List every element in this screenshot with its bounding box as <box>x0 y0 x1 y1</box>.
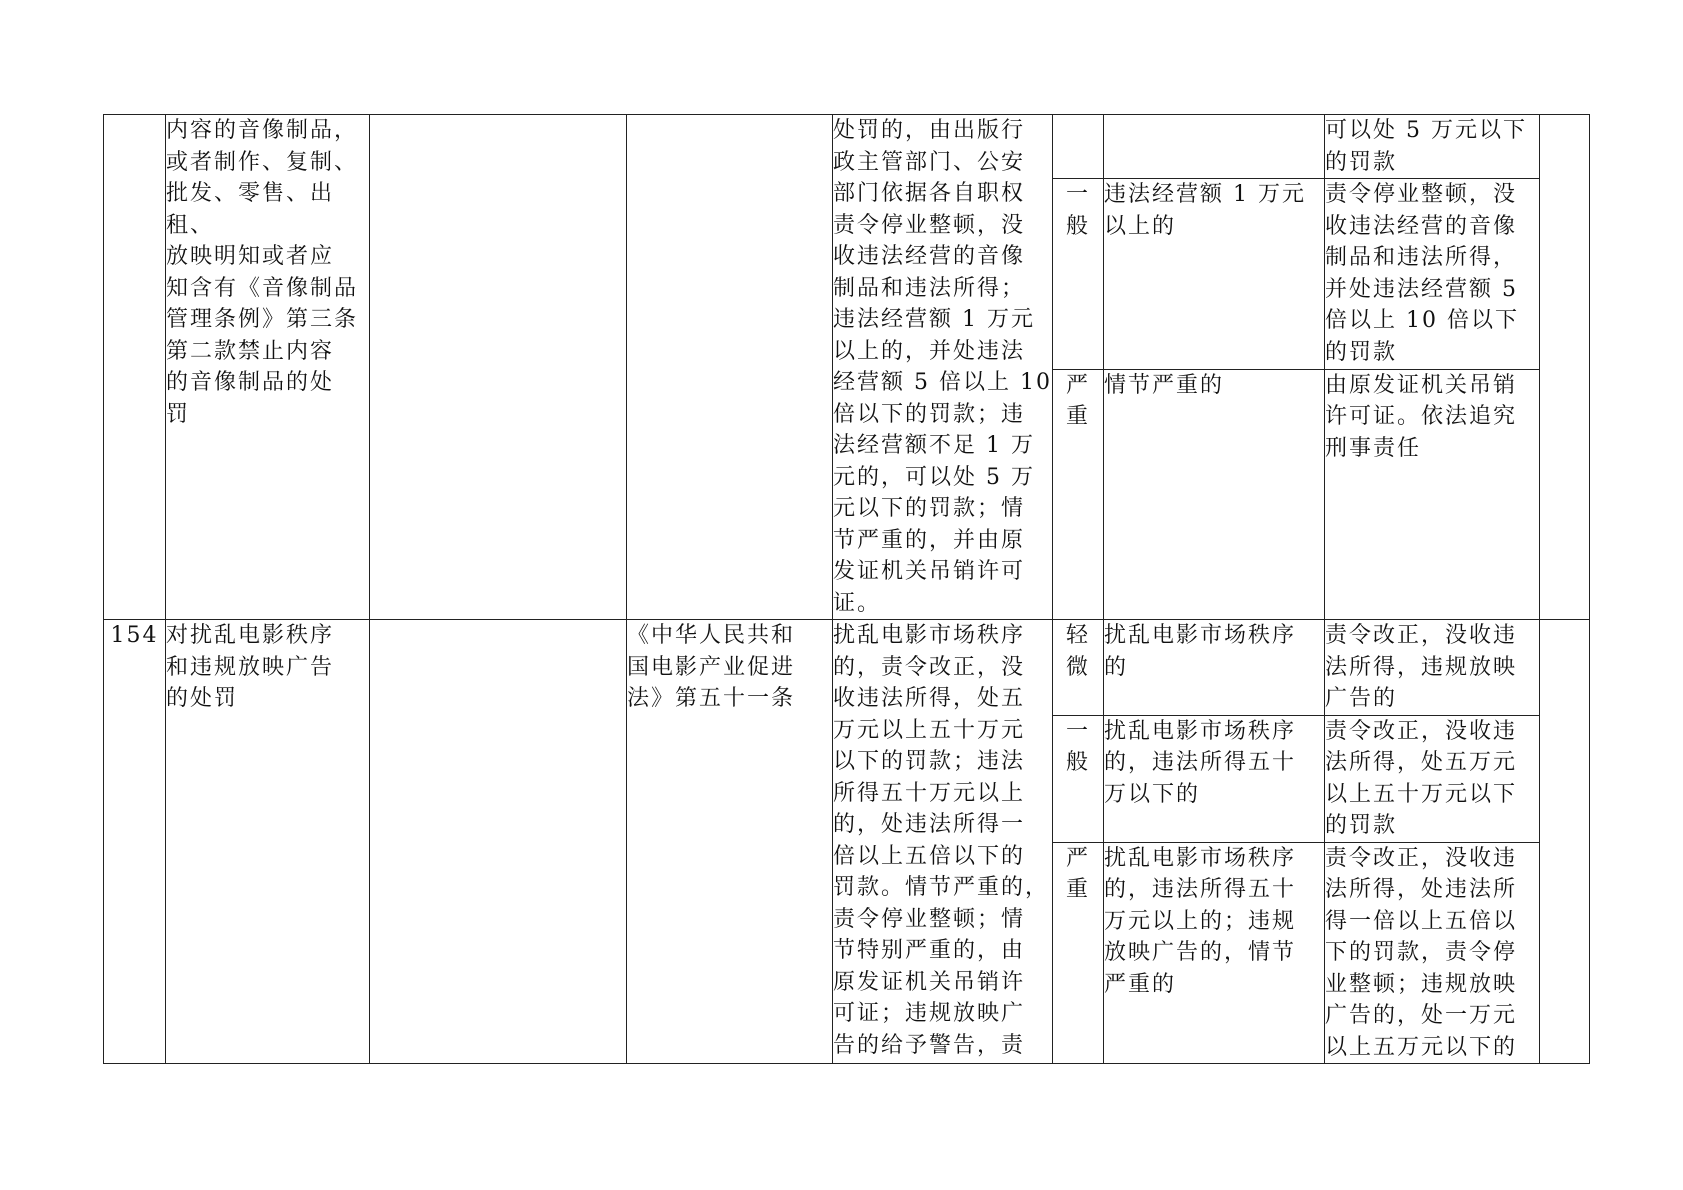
remarks-cell <box>1540 115 1590 620</box>
penalty-name-cell: 对扰乱电影秩序 和违规放映广告 的处罚 <box>166 620 370 1064</box>
penalty-name-cell: 内容的音像制品， 或者制作、复制、 批发、零售、出租、 放映明知或者应 知含有《音像制品 管理条例》第三条 第二款禁止内容 的音像制品的处 罚 <box>166 115 370 620</box>
item-number-cell: 154 <box>104 620 166 1064</box>
circumstance-cell: 扰乱电影市场秩序 的，违法所得五十 万以下的 <box>1104 715 1325 842</box>
legal-basis-cell <box>627 115 833 620</box>
discretion-standard-cell: 责令停业整顿，没 收违法经营的音像 制品和违法所得， 并处违法经营额 5 倍以上 10 倍以下 的罚款 <box>1325 179 1540 369</box>
circumstance-cell: 情节严重的 <box>1104 369 1325 620</box>
severity-level-cell: 严 重 <box>1053 842 1104 1064</box>
penalty-standard-cell: 扰乱电影市场秩序 的，责令改正，没 收违法所得，处五 万元以上五十万元 以下的罚款；违法 所得五十万元以上 的，处违法所得一 倍以上五倍以下的 罚款。情节严重的， 责令停业整顿；情 节特别严重的，由 原发证机关吊销许 可证；违规放映广 告的给予警告，责 <box>833 620 1053 1064</box>
discretion-standard-cell: 由原发证机关吊销 许可证。依法追究 刑事责任 <box>1325 369 1540 620</box>
blank-column-cell <box>370 115 627 620</box>
severity-level-cell: 一 般 <box>1053 179 1104 369</box>
discretion-standard-cell: 责令改正，没收违 法所得，违规放映 广告的 <box>1325 620 1540 716</box>
severity-level-cell: 严 重 <box>1053 369 1104 620</box>
discretion-standard-cell: 可以处 5 万元以下 的罚款 <box>1325 115 1540 179</box>
circumstance-cell: 扰乱电影市场秩序 的 <box>1104 620 1325 716</box>
severity-level-cell: 轻 微 <box>1053 620 1104 716</box>
severity-level-cell: 一 般 <box>1053 715 1104 842</box>
legal-basis-cell: 《中华人民共和 国电影产业促进 法》第五十一条 <box>627 620 833 1064</box>
table-row <box>104 115 1590 179</box>
table-row <box>104 620 1590 716</box>
blank-column-cell <box>370 620 627 1064</box>
remarks-cell <box>1540 620 1590 1064</box>
circumstance-cell: 扰乱电影市场秩序 的，违法所得五十 万元以上的；违规 放映广告的，情节 严重的 <box>1104 842 1325 1064</box>
circumstance-cell <box>1104 115 1325 179</box>
circumstance-cell: 违法经营额 1 万元 以上的 <box>1104 179 1325 369</box>
item-number-cell <box>104 115 166 620</box>
penalty-standard-cell: 处罚的，由出版行 政主管部门、公安 部门依据各自职权 责令停业整顿，没 收违法经营的音像 制品和违法所得； 违法经营额 1 万元 以上的，并处违法 经营额 5 倍以上 10 倍以下的罚款；违 法经营额不足 1 万 元的，可以处 5 万 元以下的罚款；情 节严重的，并由原 发证机关吊销许可 证。 <box>833 115 1053 620</box>
penalty-discretion-table <box>103 114 1590 1064</box>
discretion-standard-cell: 责令改正，没收违 法所得，处五万元 以上五十万元以下 的罚款 <box>1325 715 1540 842</box>
discretion-standard-cell: 责令改正，没收违 法所得，处违法所 得一倍以上五倍以 下的罚款，责令停 业整顿；违规放映 广告的，处一万元 以上五万元以下的 <box>1325 842 1540 1064</box>
severity-level-cell <box>1053 115 1104 179</box>
